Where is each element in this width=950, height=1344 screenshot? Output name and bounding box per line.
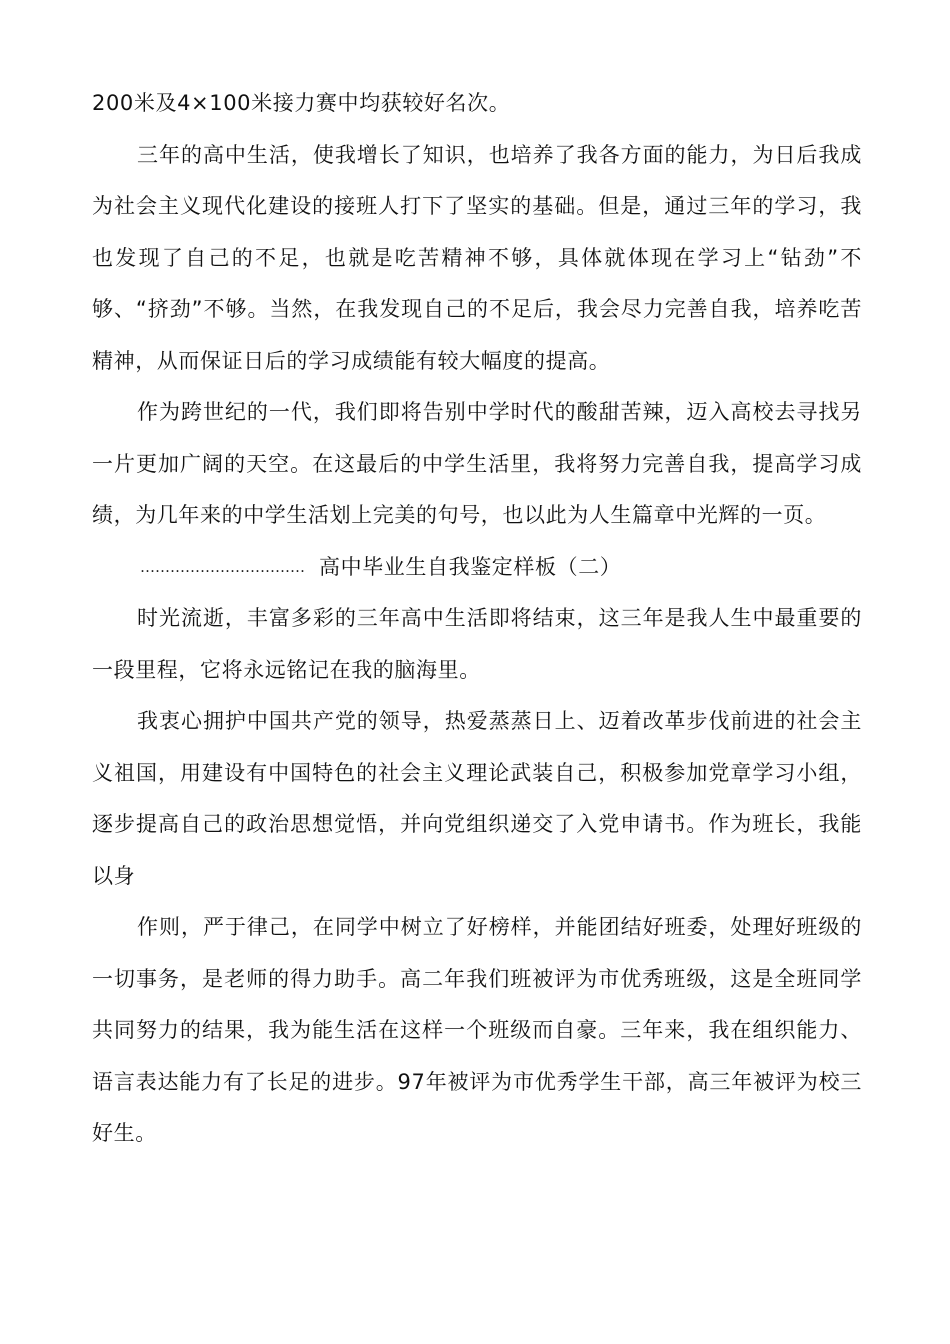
section-divider [92, 542, 862, 594]
paragraph-continuation: 200米及4×100米接力赛中均获较好名次。 [92, 91, 511, 115]
dotted-leader: …………………………… [140, 557, 305, 576]
paragraph-growth: 三年的高中生活，使我增长了知识，也培养了我各方面的能力，为日后我成为社会主义现代化建设的接班人打下了坚实的基础。但是，通过三年的学习，我也发现了自己的不足，也就是吃苦精神不够，具体就体现在学习上“钻劲”不够、“挤劲”不够。当然，在我发现自己的不足后，我会尽力完善自我，培养吃苦精神，从而保证日后的学习成绩能有较大幅度的提高。 [92, 142, 862, 373]
section-title: 高中毕业生自我鉴定样板（二） [319, 554, 622, 579]
paragraph-political: 我衷心拥护中国共产党的领导，热爱蒸蒸日上、迈着改革步伐前进的社会主义祖国，用建设有中国特色的社会主义理论武装自己，积极参加党章学习小组，逐步提高自己的政治思想觉悟，并向党组织递交了入党申请书。作为班长，我能以身 [92, 709, 862, 888]
paragraph-future: 作为跨世纪的一代，我们即将告别中学时代的酸甜苦辣，迈入高校去寻找另一片更加广阔的天空。在这最后的中学生活里，我将努力完善自我，提高学习成绩，为几年来的中学生活划上完美的句号，也以此为人生篇章中光辉的一页。 [92, 400, 862, 527]
paragraph-intro: 时光流逝，丰富多彩的三年高中生活即将结束，这三年是我人生中最重要的一段里程，它将永远铭记在我的脑海里。 [92, 606, 862, 682]
document-page [92, 78, 862, 1160]
paragraph-leadership: 作则，严于律己，在同学中树立了好榜样，并能团结好班委，处理好班级的一切事务，是老师的得力助手。高二年我们班被评为市优秀班级，这是全班同学共同努力的结果，我为能生活在这样一个班级而自豪。三年来，我在组织能力、语言表达能力有了长足的进步。97年被评为市优秀学生干部，高三年被评为校三好生。 [92, 915, 862, 1145]
